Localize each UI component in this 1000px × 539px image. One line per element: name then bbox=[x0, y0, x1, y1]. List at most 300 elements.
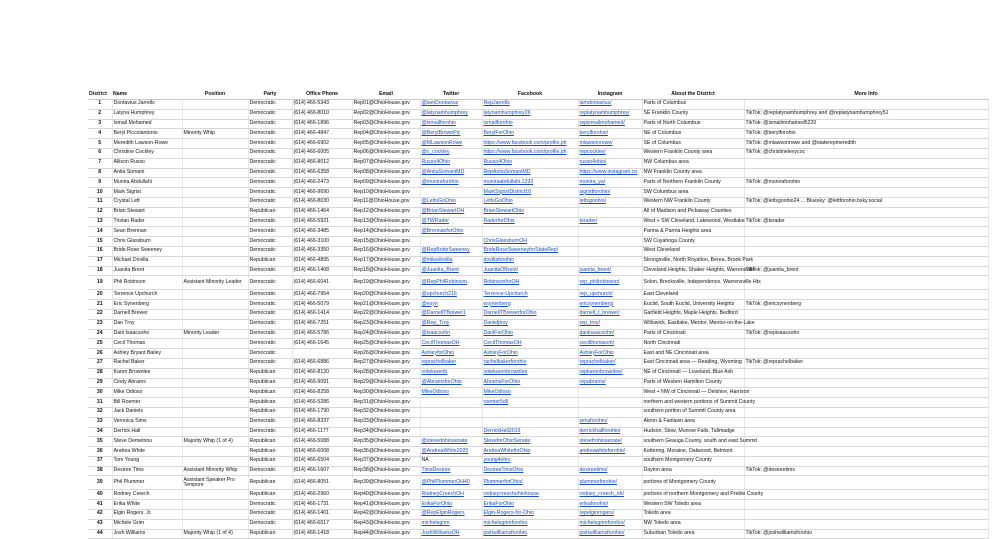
facebook-cell bbox=[482, 500, 578, 510]
facebook-cell bbox=[482, 109, 578, 119]
position-cell bbox=[182, 237, 248, 247]
more-cell bbox=[744, 227, 988, 237]
twitter-cell bbox=[420, 368, 482, 378]
district-cell: 8 bbox=[88, 168, 112, 178]
instagram-link[interactable]: reprachelbaker/ bbox=[579, 359, 616, 366]
position-cell bbox=[182, 158, 248, 168]
phone-cell: (614) 466-1464 bbox=[292, 207, 352, 217]
twitter-link[interactable]: @BrianStewartOH bbox=[421, 208, 465, 215]
about-cell: NE of Columbus bbox=[642, 129, 744, 139]
twitter-link[interactable]: @stevedohiosenate bbox=[421, 437, 468, 444]
instagram-link[interactable]: repcockley/ bbox=[579, 149, 606, 156]
facebook-link[interactable]: AndreaWhiteforOhio bbox=[483, 447, 531, 454]
facebook-link[interactable]: MarkSigristDistrict10 bbox=[483, 188, 532, 195]
district-cell: 1 bbox=[88, 100, 112, 110]
twitter-link[interactable]: michelegrim bbox=[421, 520, 450, 527]
instagram-link[interactable]: repelginrogers/ bbox=[579, 510, 615, 517]
position-cell bbox=[182, 456, 248, 466]
twitter-link[interactable]: @BrennanforOhio bbox=[421, 227, 464, 234]
instagram-cell bbox=[578, 168, 642, 178]
instagram-link[interactable]: andreawhiteforohio/ bbox=[579, 447, 626, 454]
instagram-cell bbox=[578, 500, 642, 510]
twitter-link[interactable]: votekarenb bbox=[421, 369, 448, 376]
twitter-link[interactable]: JoshWilliamsOH bbox=[421, 530, 460, 537]
name-cell: Crystal Lett bbox=[112, 197, 182, 207]
table-row bbox=[88, 237, 988, 247]
facebook-link[interactable]: AbramsForOhio bbox=[483, 378, 521, 385]
instagram-link[interactable]: mlawsonrowe/ bbox=[579, 139, 613, 146]
facebook-cell bbox=[482, 510, 578, 520]
table-row bbox=[88, 109, 988, 119]
instagram-link[interactable]: replatynamhumphrey/ bbox=[579, 110, 630, 117]
about-cell: Parma & Parma Heights area bbox=[642, 227, 744, 237]
facebook-link[interactable]: muniraabdullahi.1293 bbox=[483, 178, 534, 185]
email-cell: Rep18@OhioHouse.gov bbox=[352, 266, 420, 276]
facebook-link[interactable]: PlummerforOhio/ bbox=[483, 479, 523, 485]
name-cell: Dani Isaacsohn bbox=[112, 329, 182, 339]
table-row bbox=[88, 158, 988, 168]
party-cell: Democratic bbox=[248, 358, 292, 368]
facebook-link[interactable]: ismailforohio bbox=[483, 120, 513, 126]
twitter-cell bbox=[420, 276, 482, 290]
facebook-link[interactable]: roemer5dl/ bbox=[483, 398, 509, 405]
instagram-link[interactable]: rep_troy/ bbox=[579, 320, 600, 327]
district-cell: 9 bbox=[88, 178, 112, 188]
position-cell bbox=[182, 148, 248, 158]
twitter-link[interactable]: CecilThomasOH bbox=[421, 339, 460, 346]
twitter-link[interactable]: @AndreaWhite2020 bbox=[421, 447, 469, 454]
party-cell: Democratic bbox=[248, 319, 292, 329]
email-cell: Rep36@OhioHouse.gov bbox=[352, 447, 420, 457]
instagram-link[interactable]: juanita_brent/ bbox=[579, 266, 611, 273]
instagram-link[interactable]: https://www.instagram.co bbox=[579, 168, 638, 175]
name-cell: Derrick Hall bbox=[112, 427, 182, 437]
facebook-link[interactable]: RepAnitaSomaniMD bbox=[483, 168, 531, 175]
facebook-link[interactable]: LettsGoOhio bbox=[483, 198, 513, 205]
email-cell: Rep07@OhioHouse.gov bbox=[352, 158, 420, 168]
name-cell: Erika White bbox=[112, 500, 182, 510]
twitter-link[interactable]: @AnitaSomaniMD bbox=[421, 168, 465, 175]
facebook-link[interactable]: RobinsonforOH bbox=[483, 278, 520, 285]
instagram-link[interactable]: russo4ohio/ bbox=[579, 159, 607, 166]
twitter-cell bbox=[420, 388, 482, 398]
about-cell: All of Madison and Pickaway Counties bbox=[642, 207, 744, 217]
instagram-cell bbox=[578, 197, 642, 207]
more-cell bbox=[744, 309, 988, 319]
email-cell: Rep43@OhioHouse.gov bbox=[352, 519, 420, 529]
twitter-link[interactable]: @latynamhumphrey bbox=[421, 110, 468, 117]
district-cell: 33 bbox=[88, 417, 112, 427]
about-cell: SE Franklin County bbox=[642, 109, 744, 119]
instagram-link[interactable]: rep_philrobinson/ bbox=[579, 278, 620, 285]
twitter-cell bbox=[420, 188, 482, 198]
more-cell bbox=[744, 519, 988, 529]
party-cell: Democratic bbox=[248, 246, 292, 256]
phone-cell: (614) 466-9091 bbox=[292, 378, 352, 388]
instagram-link[interactable]: cecilthomasoh/ bbox=[579, 339, 615, 346]
facebook-link[interactable]: latynamhumphrey26 bbox=[483, 110, 531, 117]
position-cell bbox=[182, 300, 248, 310]
facebook-link[interactable]: DaniForOhio bbox=[483, 329, 513, 336]
facebook-cell bbox=[482, 349, 578, 359]
position-cell bbox=[182, 266, 248, 276]
more-cell bbox=[744, 276, 988, 290]
party-cell: Democratic bbox=[248, 237, 292, 247]
twitter-link[interactable]: ErikaForOhio bbox=[421, 500, 453, 507]
table-row bbox=[88, 309, 988, 319]
twitter-link[interactable]: @upchurch216 bbox=[421, 290, 457, 297]
instagram-link[interactable]: repkarenbrownlee/ bbox=[579, 369, 623, 376]
district-cell: 7 bbox=[88, 158, 112, 168]
instagram-cell bbox=[578, 510, 642, 520]
about-cell: Parts of Columbus bbox=[642, 100, 744, 110]
phone-cell: (614) 466-6886 bbox=[292, 358, 352, 368]
instagram-cell bbox=[578, 217, 642, 227]
facebook-cell bbox=[482, 246, 578, 256]
position-cell: Minority Leader bbox=[182, 329, 248, 339]
phone-cell: (614) 466-6041 bbox=[292, 276, 352, 290]
twitter-link[interactable]: reprachelbaker bbox=[421, 359, 457, 366]
email-cell: Rep24@OhioHouse.gov bbox=[352, 329, 420, 339]
twitter-link[interactable]: @MLawsonRowe bbox=[421, 139, 463, 146]
more-cell: TikTok: @mlawsonrowe and @staterepmeredith bbox=[744, 139, 988, 149]
facebook-link[interactable]: DerrickHall2019 bbox=[483, 427, 521, 434]
twitter-cell bbox=[420, 490, 482, 500]
instagram-link[interactable]: repismailmohamed/ bbox=[579, 120, 625, 126]
instagram-link[interactable]: plummerforohio/ bbox=[579, 479, 617, 485]
facebook-link[interactable]: BerylForOhio bbox=[483, 129, 515, 136]
instagram-link[interactable]: erikaforohio/ bbox=[579, 500, 609, 507]
twitter-link[interactable]: @RepPhilRobinson bbox=[421, 278, 467, 285]
name-cell: Phil Plummer bbox=[112, 476, 182, 490]
position-cell bbox=[182, 339, 248, 349]
instagram-link[interactable]: desireetims/ bbox=[579, 467, 608, 474]
facebook-link[interactable]: dovillaforohio bbox=[483, 257, 515, 264]
instagram-cell bbox=[578, 358, 642, 368]
twitter-link[interactable]: @PhilPlummerOH40 bbox=[421, 479, 470, 485]
column-header: About the District bbox=[642, 91, 744, 100]
table-row bbox=[88, 476, 988, 490]
facebook-cell bbox=[482, 368, 578, 378]
district-cell: 20 bbox=[88, 290, 112, 300]
table-row bbox=[88, 256, 988, 266]
instagram-cell bbox=[578, 148, 642, 158]
facebook-link[interactable]: esynenberg bbox=[483, 300, 511, 307]
party-cell: Republican bbox=[248, 437, 292, 447]
about-cell: NW Franklin County area bbox=[642, 168, 744, 178]
table-row bbox=[88, 319, 988, 329]
table-row bbox=[88, 207, 988, 217]
name-cell: Bride Rose Sweeney bbox=[112, 246, 182, 256]
party-cell: Democratic bbox=[248, 227, 292, 237]
facebook-cell bbox=[482, 276, 578, 290]
instagram-cell bbox=[578, 266, 642, 276]
party-cell: Democratic bbox=[248, 339, 292, 349]
instagram-link[interactable]: iamdontavius/ bbox=[579, 100, 612, 107]
party-cell: Republican bbox=[248, 456, 292, 466]
instagram-link[interactable]: lettsgoohio/ bbox=[579, 198, 607, 205]
facebook-link[interactable]: DesireeTimsOhio bbox=[483, 467, 524, 474]
facebook-link[interactable]: https://www.facebook.com/profile.ph bbox=[483, 149, 567, 156]
twitter-link[interactable]: @TWRader bbox=[421, 217, 449, 224]
email-cell: Rep04@OhioHouse.gov bbox=[352, 129, 420, 139]
name-cell: Josh Williams bbox=[112, 529, 182, 539]
table-row bbox=[88, 300, 988, 310]
position-cell: Majority Whip (1 of 4) bbox=[182, 437, 248, 447]
instagram-link[interactable]: berylforohio/ bbox=[579, 129, 609, 136]
twitter-link[interactable]: @iamDontavius bbox=[421, 100, 459, 107]
facebook-link[interactable]: BrianStewartOhio bbox=[483, 208, 525, 215]
instagram-link[interactable]: AshleyForOhio bbox=[579, 349, 614, 356]
phone-cell: (614) 466-1177 bbox=[292, 427, 352, 437]
more-cell bbox=[744, 417, 988, 427]
facebook-link[interactable]: ChrisGlassburnOH bbox=[483, 237, 528, 244]
instagram-link[interactable]: ericsynenberg/ bbox=[579, 300, 614, 307]
name-cell: Elgin Rogers, Jr. bbox=[112, 510, 182, 520]
instagram-cell bbox=[578, 368, 642, 378]
facebook-link[interactable]: CecilThomasOH bbox=[483, 339, 522, 346]
more-cell bbox=[744, 476, 988, 490]
position-cell bbox=[182, 447, 248, 457]
phone-cell: (614) 466-1408 bbox=[292, 266, 352, 276]
email-cell: Rep44@OhioHouse.gov bbox=[352, 529, 420, 539]
instagram-link[interactable]: michelegrimforohio/ bbox=[579, 520, 625, 527]
facebook-link[interactable]: rachelbakerforohio bbox=[483, 359, 527, 366]
instagram-link[interactable]: darnell_t_brewer/ bbox=[579, 310, 620, 317]
name-cell: Eric Synenberg bbox=[112, 300, 182, 310]
facebook-link[interactable]: michelegrimforohio bbox=[483, 520, 528, 527]
twitter-cell bbox=[420, 529, 482, 539]
email-cell: Rep09@OhioHouse.gov bbox=[352, 178, 420, 188]
facebook-link[interactable]: Russo4Ohio bbox=[483, 159, 513, 166]
phone-cell bbox=[292, 349, 352, 359]
phone-cell: (614) 466-8258 bbox=[292, 388, 352, 398]
name-cell: Rodney Creech bbox=[112, 490, 182, 500]
table-row bbox=[88, 266, 988, 276]
twitter-link[interactable]: @LettsGoOhio bbox=[421, 198, 456, 205]
facebook-link[interactable]: joshwilliamsforohio bbox=[483, 530, 528, 537]
phone-cell: (614) 466-8012 bbox=[292, 158, 352, 168]
instagram-link[interactable]: daniisaacsohn/ bbox=[579, 329, 615, 336]
name-cell: Munira Abdullahi bbox=[112, 178, 182, 188]
twitter-link[interactable]: RodneyCreechOH bbox=[421, 490, 464, 497]
twitter-link[interactable]: @c_cockley bbox=[421, 149, 450, 156]
name-cell: Karen Brownlee bbox=[112, 368, 182, 378]
more-cell: TikTok: @ismailmohamed5220 bbox=[744, 119, 988, 129]
table-row bbox=[88, 168, 988, 178]
column-header: Party bbox=[248, 91, 292, 100]
phone-cell: (614) 466-8010 bbox=[292, 109, 352, 119]
twitter-link[interactable]: @isaacsohn bbox=[421, 329, 451, 336]
party-cell: Democratic bbox=[248, 168, 292, 178]
phone-cell: (614) 466-5079 bbox=[292, 300, 352, 310]
twitter-link[interactable]: @RepElginRogers bbox=[421, 510, 465, 517]
more-cell bbox=[744, 407, 988, 417]
facebook-cell bbox=[482, 119, 578, 129]
twitter-link[interactable]: AshleyforOhio bbox=[421, 349, 455, 356]
instagram-link[interactable]: munira_ya/ bbox=[579, 178, 606, 185]
instagram-cell bbox=[578, 129, 642, 139]
twitter-cell bbox=[420, 139, 482, 149]
instagram-cell bbox=[578, 519, 642, 529]
twitter-link[interactable]: @muniraforohio bbox=[421, 178, 459, 185]
email-cell: Rep19@OhioHouse.gov bbox=[352, 276, 420, 290]
more-cell: TikTok: @desireetims bbox=[744, 466, 988, 476]
facebook-cell bbox=[482, 300, 578, 310]
name-cell: Ismail Mohamed bbox=[112, 119, 182, 129]
twitter-link[interactable]: @esyn bbox=[421, 300, 438, 307]
facebook-link[interactable]: Elgin-Rogers-for-Ohio bbox=[483, 510, 534, 517]
twitter-link[interactable]: @mikedovilla bbox=[421, 257, 453, 264]
more-cell bbox=[744, 368, 988, 378]
phone-cell: (614) 466-6504 bbox=[292, 456, 352, 466]
facebook-link[interactable]: JuanitaOBrent/ bbox=[483, 266, 519, 273]
twitter-link[interactable]: @ismailforohio bbox=[421, 120, 456, 126]
district-cell: 32 bbox=[88, 407, 112, 417]
party-cell: Democratic bbox=[248, 427, 292, 437]
party-cell: Democratic bbox=[248, 309, 292, 319]
district-cell: 13 bbox=[88, 217, 112, 227]
twitter-link[interactable]: @RepBrideSweeney bbox=[421, 247, 470, 254]
position-cell bbox=[182, 246, 248, 256]
phone-cell: (614) 466-5921 bbox=[292, 217, 352, 227]
about-cell: Parts of Western Hamilton County bbox=[642, 378, 744, 388]
facebook-link[interactable]: votekarenbrownlee bbox=[483, 369, 528, 376]
facebook-link[interactable]: RaderforOhio bbox=[483, 217, 515, 224]
email-cell: Rep32@OhioHouse.gov bbox=[352, 407, 420, 417]
instagram-link[interactable]: repabrams/ bbox=[579, 378, 606, 385]
twitter-link[interactable]: @DarnellTBrewer1 bbox=[421, 310, 466, 317]
twitter-cell: NA bbox=[420, 456, 482, 466]
position-cell bbox=[182, 197, 248, 207]
facebook-cell bbox=[482, 266, 578, 276]
facebook-link[interactable]: MikeOdioso bbox=[483, 388, 511, 395]
table-row bbox=[88, 490, 988, 500]
twitter-link[interactable]: @Juanita_Brent bbox=[421, 266, 459, 273]
instagram-link[interactable]: terader/ bbox=[579, 217, 598, 224]
party-cell: Republican bbox=[248, 407, 292, 417]
facebook-link[interactable]: SteveforOhioSenate bbox=[483, 437, 531, 444]
email-cell: Rep11@OhioHouse.gov bbox=[352, 197, 420, 207]
instagram-link[interactable]: simsforohio/ bbox=[579, 418, 608, 425]
twitter-link[interactable]: @Rep_Troy bbox=[421, 320, 450, 327]
table-row bbox=[88, 388, 988, 398]
facebook-link[interactable]: AshleyForOhio bbox=[483, 349, 518, 356]
facebook-link[interactable]: RepJarrells bbox=[483, 100, 510, 107]
position-cell bbox=[182, 319, 248, 329]
email-cell: Rep26@OhioHouse.gov bbox=[352, 349, 420, 359]
party-cell: Democratic bbox=[248, 158, 292, 168]
district-cell: 19 bbox=[88, 276, 112, 290]
email-cell: Rep31@OhioHouse.gov bbox=[352, 398, 420, 408]
facebook-cell bbox=[482, 188, 578, 198]
more-cell bbox=[744, 237, 988, 247]
twitter-cell bbox=[420, 447, 482, 457]
instagram-cell bbox=[578, 109, 642, 119]
name-cell: Dan Troy bbox=[112, 319, 182, 329]
facebook-cell bbox=[482, 437, 578, 447]
about-cell: Strongsville, North Royalton, Berea, Brook Park bbox=[642, 256, 744, 266]
facebook-cell bbox=[482, 339, 578, 349]
instagram-link[interactable]: rep_upchurch/ bbox=[579, 290, 613, 297]
email-cell: Rep15@OhioHouse.gov bbox=[352, 237, 420, 247]
table-row bbox=[88, 197, 988, 207]
instagram-link[interactable]: stevefrohiosenate/ bbox=[579, 437, 622, 444]
district-cell: 3 bbox=[88, 119, 112, 129]
instagram-link[interactable]: joshwilliamsforohio/ bbox=[579, 530, 625, 537]
name-cell: Beryl Piccolantonio bbox=[112, 129, 182, 139]
instagram-cell bbox=[578, 398, 642, 408]
table-row bbox=[88, 529, 988, 539]
facebook-link[interactable]: Terrence-Upchurch bbox=[483, 290, 528, 297]
about-cell: Hudson, Stow, Munroe Falls, Tallmadge bbox=[642, 427, 744, 437]
facebook-cell bbox=[482, 388, 578, 398]
facebook-link[interactable]: DarnellTBrewerforOhio bbox=[483, 310, 537, 317]
twitter-cell bbox=[420, 129, 482, 139]
party-cell: Republican bbox=[248, 529, 292, 539]
email-cell: Rep21@OhioHouse.gov bbox=[352, 300, 420, 310]
facebook-cell bbox=[482, 447, 578, 457]
more-cell bbox=[744, 349, 988, 359]
instagram-cell bbox=[578, 309, 642, 319]
more-cell bbox=[744, 246, 988, 256]
twitter-cell bbox=[420, 417, 482, 427]
position-cell bbox=[182, 109, 248, 119]
twitter-link[interactable]: @AbramsforOhio bbox=[421, 378, 462, 385]
name-cell: Tristan Rader bbox=[112, 217, 182, 227]
party-cell: Republican bbox=[248, 368, 292, 378]
email-cell: Rep34@OhioHouse.gov bbox=[352, 427, 420, 437]
party-cell: Democratic bbox=[248, 119, 292, 129]
email-cell: Rep37@OhioHouse.gov bbox=[352, 456, 420, 466]
name-cell: Cecil Thomas bbox=[112, 339, 182, 349]
name-cell: Andrea White bbox=[112, 447, 182, 457]
position-cell: Majority Whip (1 of 4) bbox=[182, 529, 248, 539]
facebook-link[interactable]: ErikaForOhio bbox=[483, 500, 515, 507]
facebook-cell bbox=[482, 158, 578, 168]
facebook-link[interactable]: young4ohio bbox=[483, 457, 511, 464]
facebook-link[interactable]: rodneycreechohiohouse bbox=[483, 490, 539, 497]
twitter-link[interactable]: Russo4Ohio bbox=[421, 159, 451, 166]
facebook-link[interactable]: https://www.facebook.com/profile.ph bbox=[483, 139, 567, 146]
about-cell: SW Cuyahoga County bbox=[642, 237, 744, 247]
district-cell: 17 bbox=[88, 256, 112, 266]
instagram-link[interactable]: derrickhallforohio/ bbox=[579, 427, 621, 434]
name-cell: Allison Russo bbox=[112, 158, 182, 168]
email-cell: Rep23@OhioHouse.gov bbox=[352, 319, 420, 329]
name-cell: Dontavius Jarrells bbox=[112, 100, 182, 110]
about-cell: SE of Columbus bbox=[642, 139, 744, 149]
twitter-cell bbox=[420, 309, 482, 319]
facebook-link[interactable]: Danieljtroy bbox=[483, 320, 509, 327]
phone-cell: (614) 466-3485 bbox=[292, 227, 352, 237]
twitter-link[interactable]: MikeOdioso bbox=[421, 388, 449, 395]
more-cell: TikTok: @replatynamhumphrey and @replatynamhumphrey51 bbox=[744, 109, 988, 119]
phone-cell: (614) 466-1607 bbox=[292, 466, 352, 476]
column-header: Email bbox=[352, 91, 420, 100]
twitter-link[interactable]: TimsDesiree bbox=[421, 467, 451, 474]
instagram-link[interactable]: rodney_creech_oh/ bbox=[579, 490, 624, 497]
instagram-link[interactable]: sigristforohio/ bbox=[579, 188, 611, 195]
name-cell: Cindy Abrams bbox=[112, 378, 182, 388]
party-cell: Republican bbox=[248, 256, 292, 266]
column-header: More Info bbox=[744, 91, 988, 100]
party-cell: Democratic bbox=[248, 466, 292, 476]
table-row bbox=[88, 129, 988, 139]
twitter-link[interactable]: @BerylBrownPic bbox=[421, 129, 461, 136]
facebook-link[interactable]: BrideRoseSweeneyforStateRep/ bbox=[483, 247, 559, 254]
district-cell: 25 bbox=[88, 339, 112, 349]
